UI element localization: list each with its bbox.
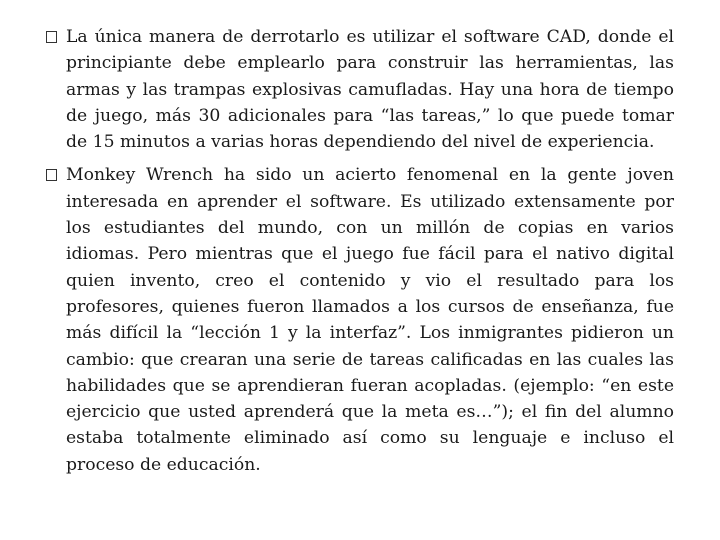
square-bullet-icon bbox=[46, 169, 57, 181]
bullet-item-monkey-wrench bbox=[44, 162, 674, 478]
bullet-text: La única manera de derrotarlo es utilizar el software CAD, donde el principiante debe emplearlo para construir las herramientas, las armas y las trampas explosivas camufladas. Hay una hora de tiempo de juego, más 30 adicionales para “las tareas,” lo que puede tomar de 15 minutos a varias horas dependiendo del nivel de experiencia. bbox=[66, 27, 674, 153]
bullet-text: Monkey Wrench ha sido un acierto fenomenal en la gente joven interesada en aprender el software. Es utilizado extensamente por los estudiantes del mundo, con un millón de copias en varios idiomas. Pero mientras que el juego fue fácil para el nativo digital quien invento, creo el contenido y vio el resultado para los profesores, quienes fueron llamados a los cursos de enseñanza, fue más difícil la “lección 1 y la interfaz”. Los inmigrantes pidieron un cambio: que crearan una serie de tareas calificadas en las cuales las habilidades que se aprendieran fueran acopladas. (ejemplo: “en este ejercicio que usted aprenderá que la meta es…”); el fin del alumno estaba totalmente eliminado así como su lenguaje e incluso el proceso de educación. bbox=[66, 165, 674, 475]
square-bullet-icon bbox=[46, 31, 57, 43]
bullet-item-cad bbox=[44, 24, 674, 155]
bullet-list bbox=[44, 24, 674, 485]
